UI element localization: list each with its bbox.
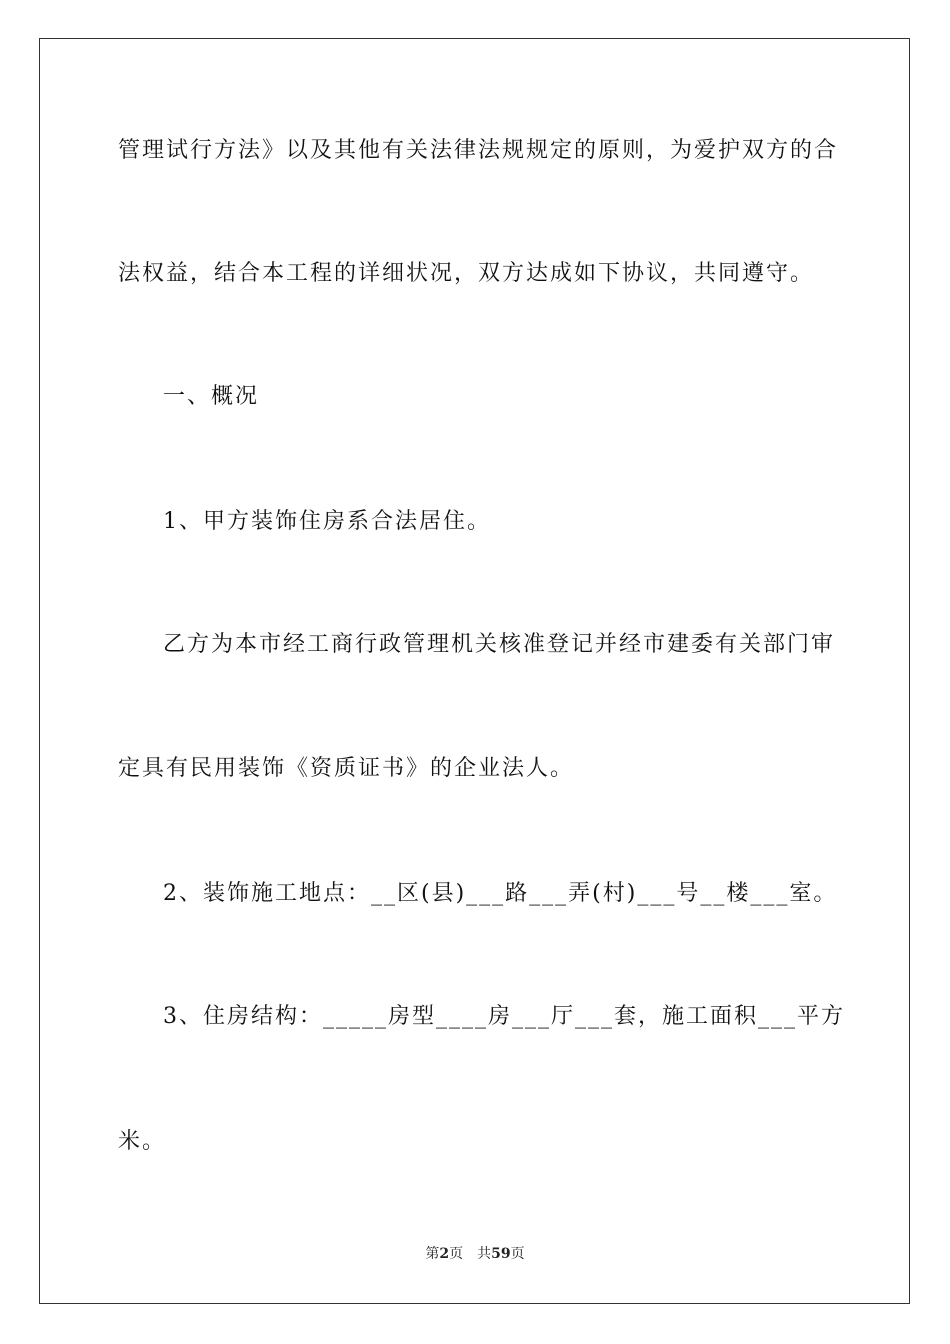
page-label-suffix: 页 — [449, 1246, 464, 1262]
total-pages: 59 — [491, 1246, 511, 1262]
paragraph-line: 管理试行方法》以及其他有关法律法规规定的原则，为爱护双方的合 — [118, 138, 839, 163]
paragraph-line: 2、装饰施工地点：__区(县)___路___弄(村)___号__楼___室。 — [163, 881, 838, 906]
page-number: 2 — [439, 1246, 450, 1262]
total-label-prefix: 共 — [477, 1246, 492, 1262]
paragraph-line: 米。 — [118, 1129, 167, 1154]
paragraph-line: 定具有民用装饰《资质证书》的企业法人。 — [118, 756, 575, 781]
paragraph-line: 法权益，结合本工程的详细状况，双方达成如下协议，共同遵守。 — [118, 261, 815, 286]
total-label-suffix: 页 — [510, 1246, 525, 1262]
page-footer — [0, 1244, 950, 1264]
paragraph-line: 乙方为本市经工商行政管理机关核准登记并经市建委有关部门审 — [163, 632, 836, 657]
paragraph-line: 1、甲方装饰住房系合法居住。 — [163, 509, 491, 534]
section-heading: 一、概况 — [163, 384, 260, 409]
paragraph-line: 3、住房结构：_____房型____房___厅___套，施工面积___平方 — [163, 1004, 845, 1029]
page-frame — [39, 38, 910, 1304]
page-label-prefix: 第 — [425, 1246, 440, 1262]
